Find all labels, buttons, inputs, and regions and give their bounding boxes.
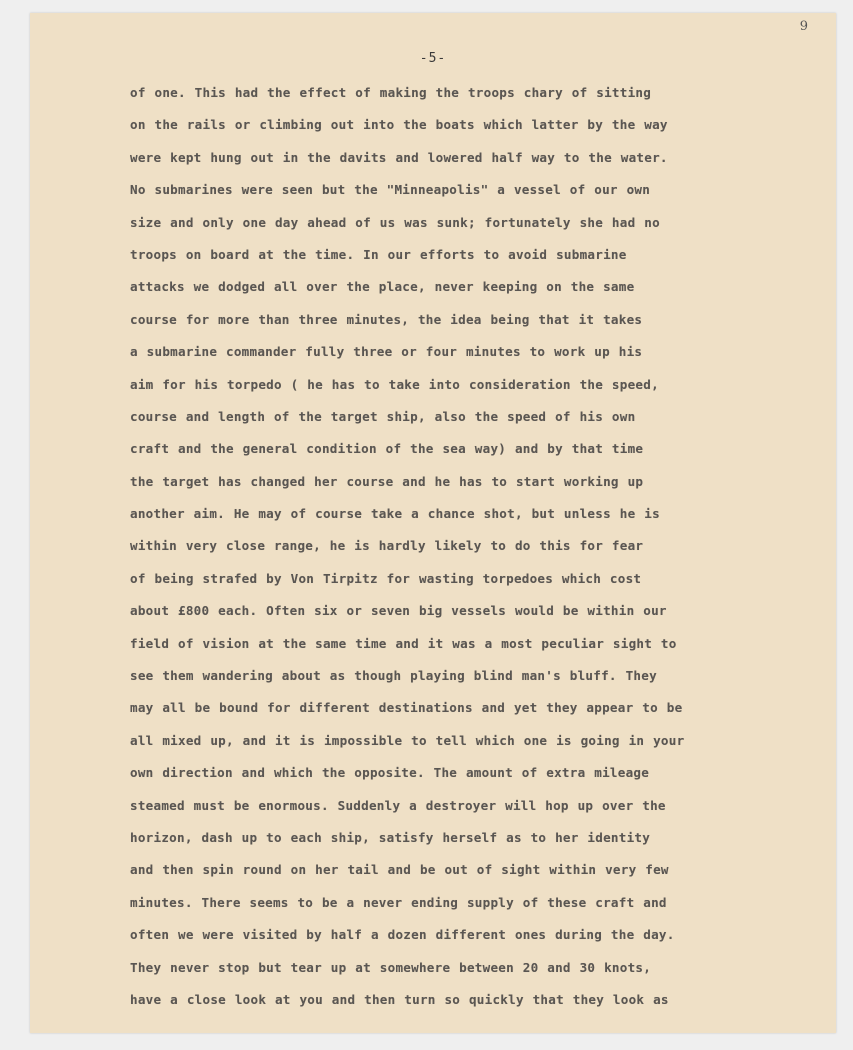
text-line: all mixed up, and it is impossible to tell which one is going in your xyxy=(130,732,685,748)
text-line: attacks we dodged all over the place, never keeping on the same xyxy=(130,279,635,295)
text-line: have a close look at you and then turn so quickly that they look as xyxy=(130,991,669,1007)
text-line: within very close range, he is hardly likely to do this for fear xyxy=(130,538,644,554)
text-line: size and only one day ahead of us was sunk; fortunately she had no xyxy=(130,214,660,230)
text-line: a submarine commander fully three or four minutes to work up his xyxy=(130,344,643,360)
text-line: horizon, dash up to each ship, satisfy herself as to her identity xyxy=(130,829,651,845)
text-line: may all be bound for different destinations and yet they appear to be xyxy=(130,700,683,716)
body-text xyxy=(130,77,810,1016)
text-line: field of vision at the same time and it was a most peculiar sight to xyxy=(130,635,677,651)
text-line: of one. This had the effect of making the troops chary of sitting xyxy=(130,85,652,100)
text-line: aim for his torpedo ( he has to take into consideration the speed, xyxy=(130,376,659,392)
text-line: course for more than three minutes, the idea being that it takes xyxy=(130,311,643,327)
text-line: craft and the general condition of the sea way) and by that time xyxy=(130,441,644,457)
document-page xyxy=(30,13,836,1033)
text-line: They never stop but tear up at somewhere between 20 and 30 knots, xyxy=(130,959,652,975)
text-line: of being strafed by Von Tirpitz for wasting torpedoes which cost xyxy=(130,570,642,586)
text-line: often we were visited by half a dozen different ones during the day. xyxy=(130,927,675,943)
text-line: troops on board at the time. In our efforts to avoid submarine xyxy=(130,246,627,262)
text-line: and then spin round on her tail and be out of sight within very few xyxy=(130,862,669,878)
text-line: see them wandering about as though playing blind man's bluff. They xyxy=(130,668,657,684)
text-line: on the rails or climbing out into the boats which latter by the way xyxy=(130,117,668,133)
archive-page-number: 9 xyxy=(799,19,808,34)
text-line: about £800 each. Often six or seven big vessels would be within our xyxy=(130,603,667,619)
text-line: the target has changed her course and he has to start working up xyxy=(130,473,644,489)
text-line: course and length of the target ship, also the speed of his own xyxy=(130,408,636,424)
text-line: were kept hung out in the davits and lowered half way to the water. xyxy=(130,149,668,165)
page-number: -5- xyxy=(419,51,447,66)
text-line: another aim. He may of course take a chance shot, but unless he is xyxy=(130,506,660,522)
text-line: minutes. There seems to be a never ending supply of these craft and xyxy=(130,894,667,910)
text-line: own direction and which the opposite. The amount of extra mileage xyxy=(130,765,650,781)
text-line: No submarines were seen but the "Minneapolis" a vessel of our own xyxy=(130,182,651,198)
text-line: steamed must be enormous. Suddenly a destroyer will hop up over the xyxy=(130,797,666,813)
